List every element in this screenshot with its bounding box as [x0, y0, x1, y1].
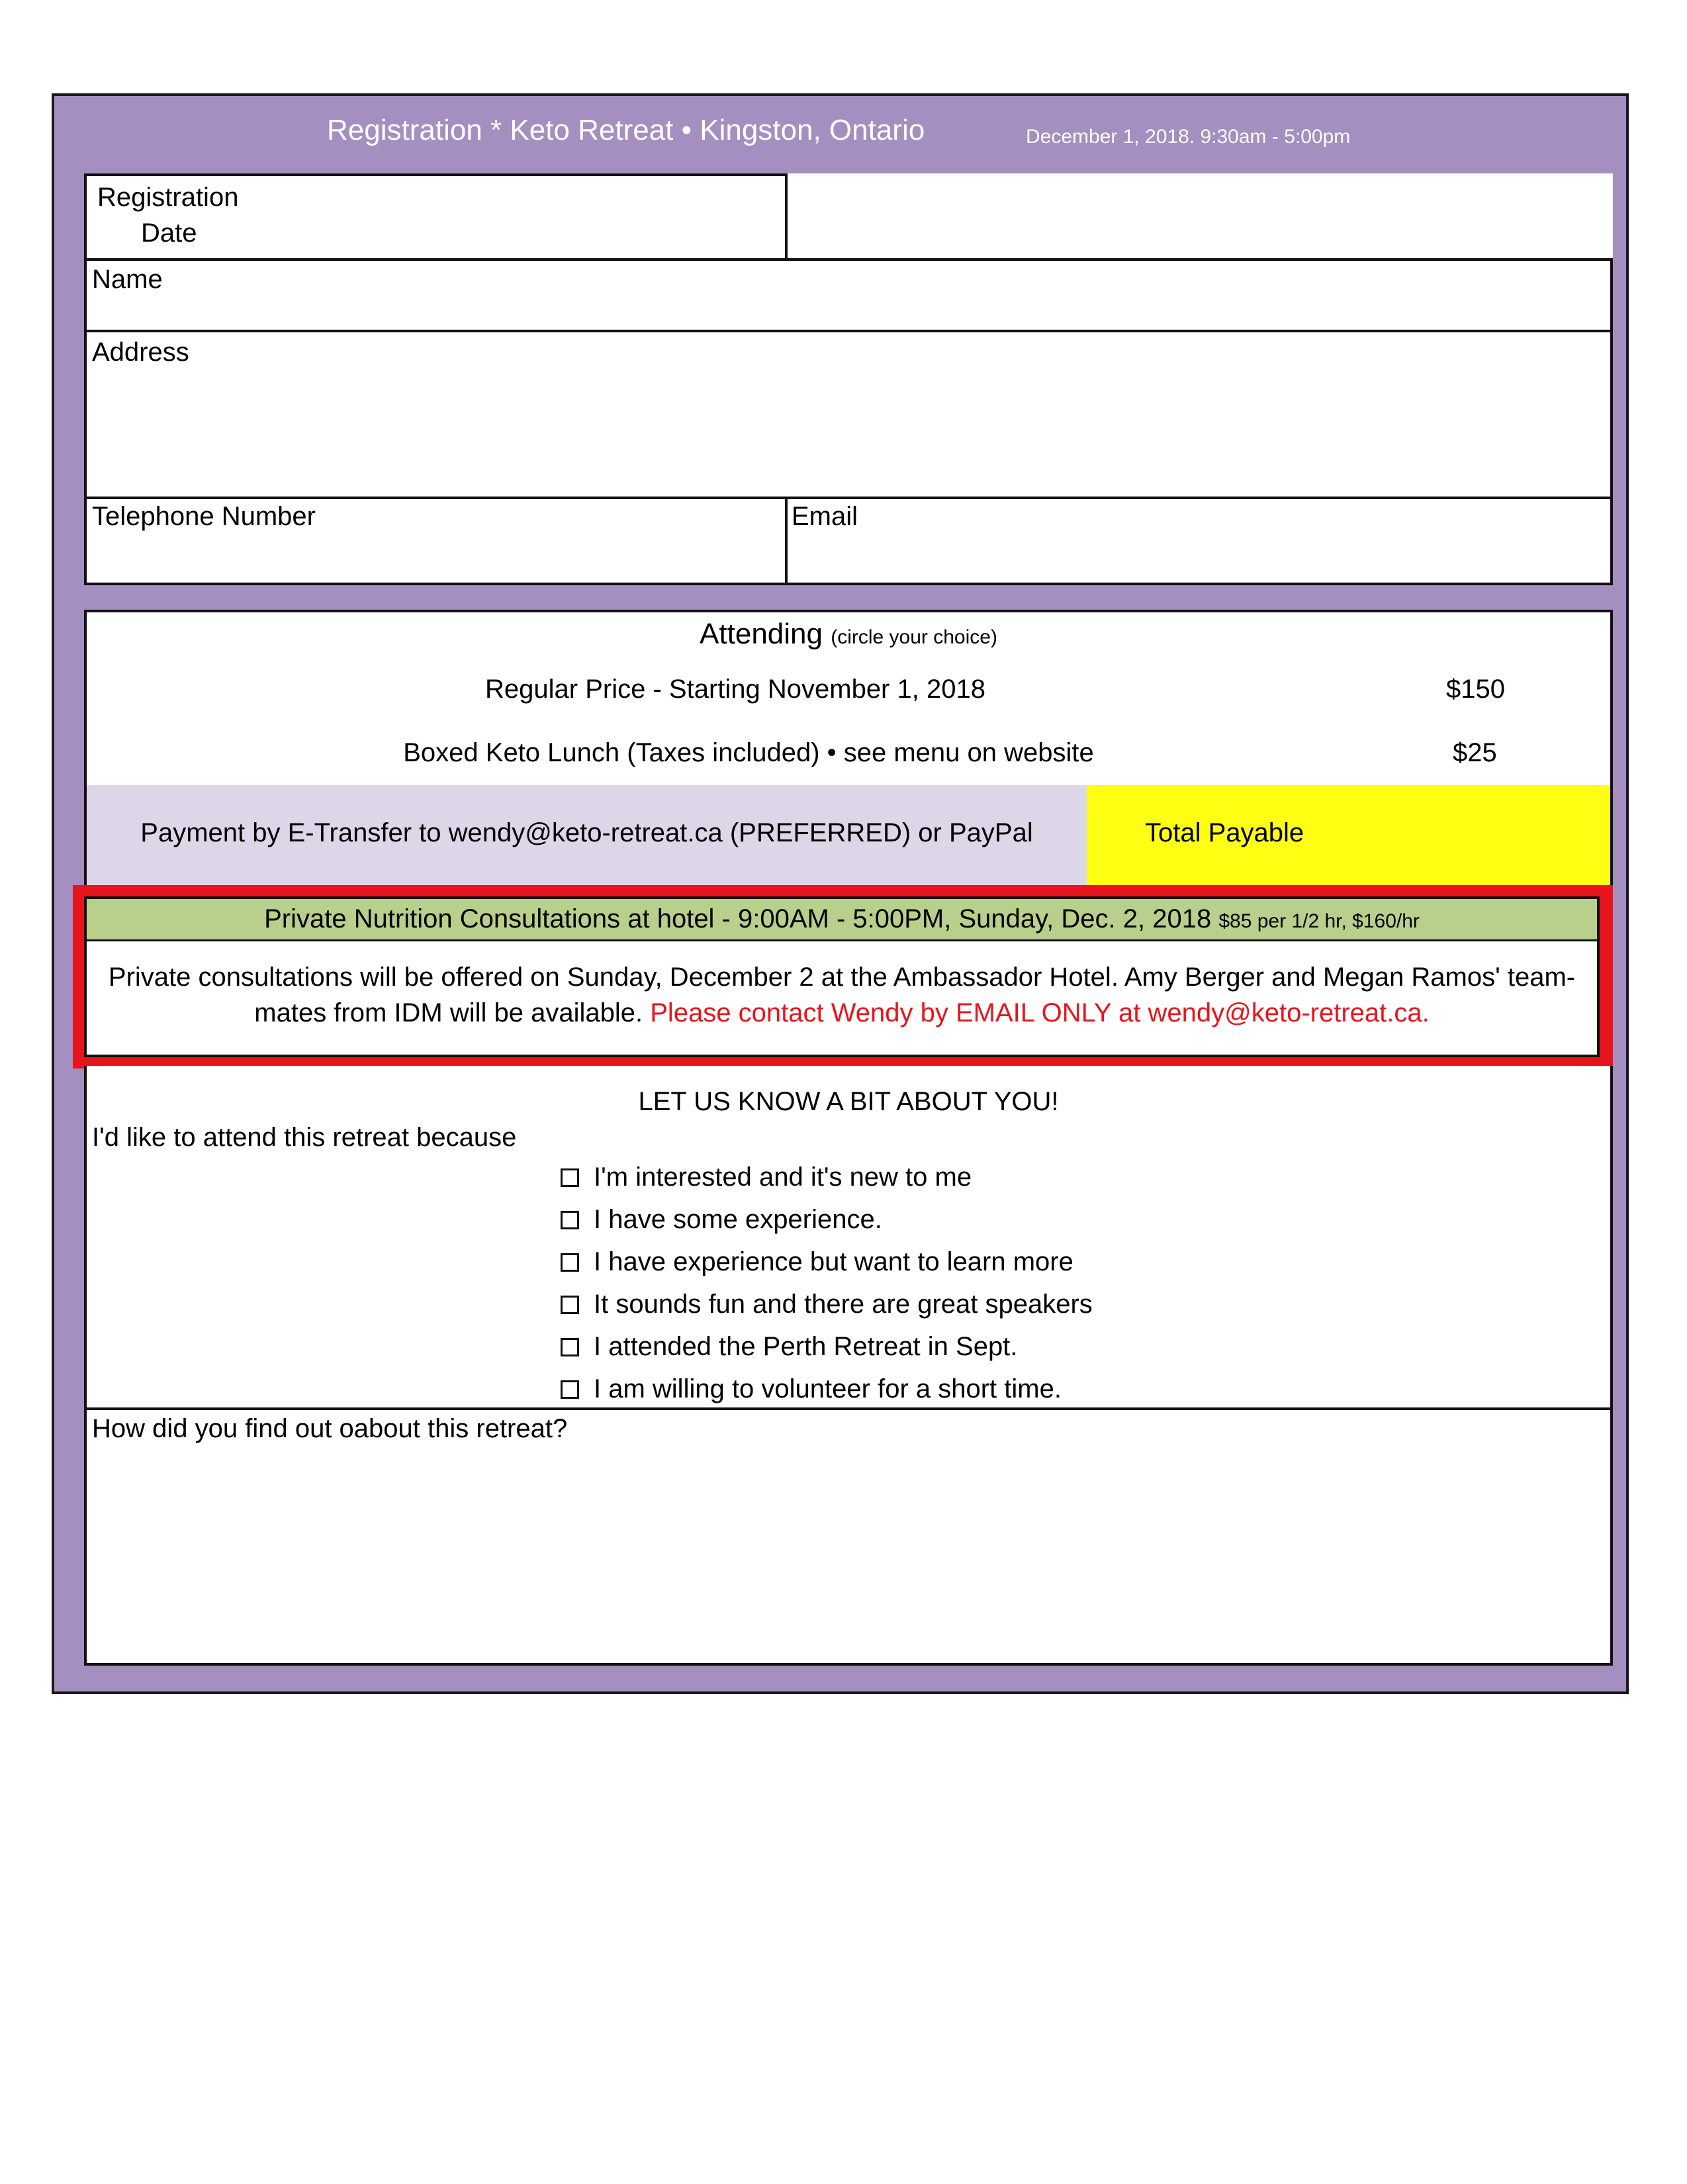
reason-option[interactable] — [561, 1247, 1073, 1277]
payment-method-text: Payment by E-Transfer to wendy@keto-retreat.ca (PREFERRED) or PayPal — [140, 818, 1033, 847]
consultations-heading — [87, 904, 1597, 934]
consultations-heading-bar — [87, 899, 1597, 941]
boxed-lunch-item[interactable]: Boxed Keto Lunch (Taxes included) • see menu on website — [403, 738, 1094, 767]
consultations-line1: Private consultations will be offered on Sunday, December 2 at the Ambassador Hotel. Amy Berger and Megan Ramos' team- — [108, 963, 1576, 992]
find-out-field[interactable] — [84, 1407, 1613, 1666]
reason-label: It sounds fun and there are great speakers — [594, 1290, 1093, 1319]
checkbox[interactable] — [561, 1380, 579, 1399]
reason-option[interactable] — [561, 1374, 1062, 1404]
checkbox[interactable] — [561, 1168, 579, 1187]
consultations-line2-text: mates from IDM will be available. — [254, 998, 643, 1027]
name-label: Name — [92, 265, 163, 294]
registration-date-label-line1: Registration — [97, 183, 239, 212]
registration-date-field[interactable] — [785, 173, 1613, 261]
reason-label: I am willing to volunteer for a short time. — [594, 1374, 1062, 1403]
registration-date-label-line2: Date — [141, 218, 197, 248]
attending-heading-note: (circle your choice) — [831, 626, 997, 648]
total-payable-cell[interactable] — [1087, 785, 1610, 885]
reason-label: I have some experience. — [594, 1205, 882, 1234]
contact-wendy-email-note: Please contact Wendy by EMAIL ONLY at wendy@keto-retreat.ca. — [650, 998, 1430, 1027]
attending-section — [84, 610, 1613, 888]
consultations-line2 — [87, 998, 1597, 1028]
consultations-heading-text: Private Nutrition Consultations at hotel - 9:00AM - 5:00PM, Sunday, Dec. 2, 2018 — [264, 904, 1212, 933]
telephone-label: Telephone Number — [92, 502, 316, 531]
checkbox[interactable] — [561, 1296, 579, 1314]
about-you-section — [84, 1066, 1613, 1410]
regular-price-amount: $150 — [1446, 675, 1505, 704]
email-field[interactable] — [785, 497, 1613, 585]
checkbox[interactable] — [561, 1211, 579, 1229]
checkbox[interactable] — [561, 1338, 579, 1356]
attending-heading — [87, 618, 1610, 651]
reason-label: I attended the Perth Retreat in Sept. — [594, 1332, 1018, 1361]
payment-method-cell — [87, 785, 1087, 885]
reason-option[interactable] — [561, 1205, 882, 1235]
consultations-alert-box — [73, 885, 1613, 1068]
reason-option[interactable] — [561, 1163, 972, 1192]
name-field[interactable] — [84, 258, 1613, 332]
address-label: Address — [92, 338, 189, 367]
consultations-rates: $85 per 1/2 hr, $160/hr — [1218, 910, 1420, 932]
total-payable-label: Total Payable — [1145, 818, 1304, 847]
event-date-time: December 1, 2018. 9:30am - 5:00pm — [1026, 126, 1351, 148]
telephone-field[interactable] — [84, 497, 788, 585]
registration-date-label-cell — [84, 173, 788, 261]
regular-price-item[interactable]: Regular Price - Starting November 1, 2018 — [485, 675, 985, 704]
reason-label: I'm interested and it's new to me — [594, 1163, 972, 1192]
reason-option[interactable] — [561, 1290, 1093, 1319]
reason-option[interactable] — [561, 1332, 1017, 1362]
boxed-lunch-amount: $25 — [1453, 738, 1497, 767]
about-you-heading: LET US KNOW A BIT ABOUT YOU! — [638, 1087, 1059, 1116]
find-out-question: How did you find out oabout this retreat? — [92, 1414, 568, 1443]
attending-heading-text: Attending — [700, 618, 823, 650]
consultations-inner — [84, 896, 1600, 1057]
checkbox[interactable] — [561, 1253, 579, 1272]
form-title: Registration * Keto Retreat • Kingston, Ontario — [327, 114, 925, 146]
address-field[interactable] — [84, 330, 1613, 499]
attend-reason-prompt: I'd like to attend this retreat because — [92, 1123, 517, 1152]
email-label: Email — [792, 502, 858, 531]
reason-label: I have experience but want to learn more — [594, 1247, 1073, 1276]
